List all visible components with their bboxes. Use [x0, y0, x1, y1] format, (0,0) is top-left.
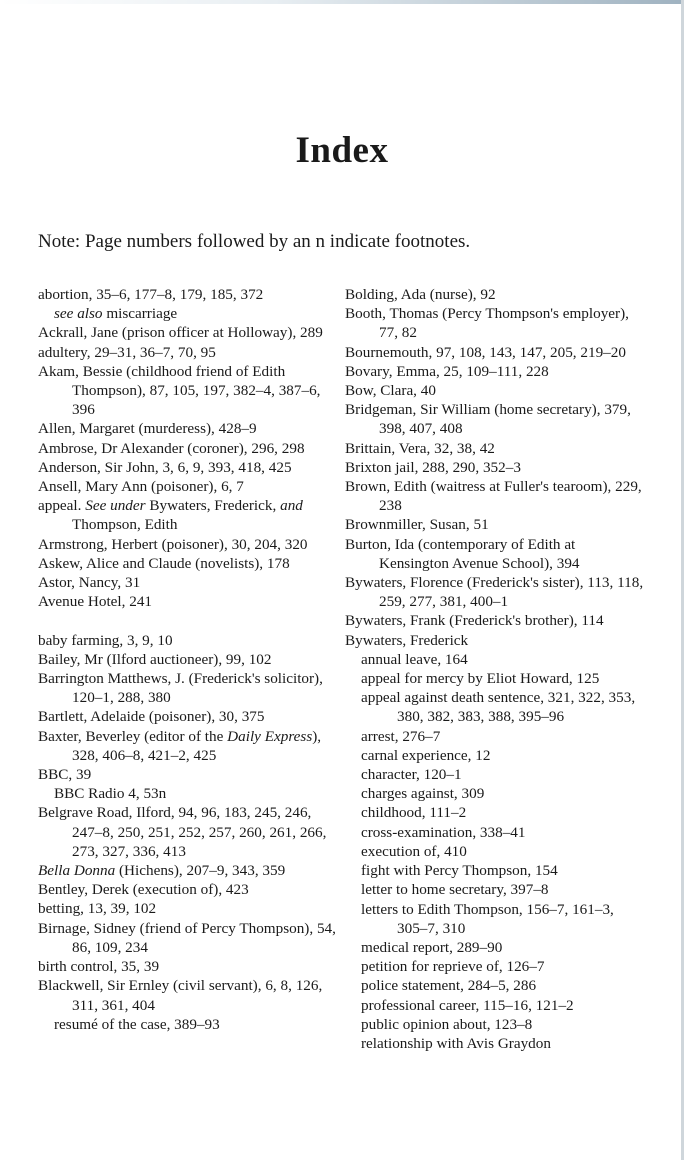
index-entry: Bywaters, Frederick: [345, 631, 469, 649]
index-subentry: arrest, 276–7: [361, 727, 441, 745]
index-entry: birth control, 35, 39: [38, 958, 160, 976]
index-entry: Bolding, Ada (nurse), 92: [345, 286, 496, 303]
cross-ref-label: See under: [85, 497, 146, 515]
index-subentry: annual leave, 164: [361, 650, 468, 668]
index-entry: BBC, 39: [38, 766, 92, 784]
index-subentry: character, 120–1: [361, 766, 462, 784]
index-entry: Bywaters, Florence (Frederick's sister), 113, 118, 259, 277, 381, 400–1: [345, 574, 644, 611]
index-entry: Anderson, Sir John, 3, 6, 9, 393, 418, 425: [38, 458, 292, 476]
index-entry: Bridgeman, Sir William (home secretary), 379, 398, 407, 408: [345, 401, 631, 438]
index-subentry: medical report, 289–90: [361, 938, 503, 956]
index-subentry: resumé of the case, 389–93: [54, 1015, 220, 1033]
index-entry: Bella Donna (Hichens), 207–9, 343, 359: [38, 862, 286, 880]
index-entry: Brown, Edith (waitress at Fuller's tearoom), 229, 238: [345, 478, 642, 515]
index-subentry: professional career, 115–16, 121–2: [361, 996, 574, 1014]
index-subentry: charges against, 309: [361, 785, 485, 803]
index-entry: abortion, 35–6, 177–8, 179, 185, 372: [38, 286, 264, 303]
index-subentry: letter to home secretary, 397–8: [361, 881, 549, 899]
index-subentry: see also miscarriage: [54, 305, 178, 323]
index-entry: Bovary, Emma, 25, 109–111, 228: [345, 362, 549, 380]
index-entry: Bentley, Derek (execution of), 423: [38, 881, 249, 899]
index-entry: Barrington Matthews, J. (Frederick's solicitor), 120–1, 288, 380: [38, 670, 323, 707]
index-column-left: [38, 285, 338, 1034]
page-title: Index: [295, 130, 389, 171]
index-entry: Akam, Bessie (childhood friend of Edith Thompson), 87, 105, 197, 382–4, 387–6, 396: [38, 362, 321, 419]
index-subentry: public opinion about, 123–8: [361, 1015, 533, 1033]
index-subentry: appeal for mercy by Eliot Howard, 125: [361, 670, 600, 688]
index-entry: Belgrave Road, Ilford, 94, 96, 183, 245, 246, 247–8, 250, 251, 252, 257, 260, 261, 266, 273, 327, 336, 413: [38, 804, 327, 860]
index-subentry: letters to Edith Thompson, 156–7, 161–3, 305–7, 310: [361, 900, 614, 937]
index-subentry: appeal against death sentence, 321, 322, 353, 380, 382, 383, 388, 395–96: [361, 689, 636, 726]
index-subentry: relationship with Avis Graydon: [361, 1034, 551, 1052]
index-entry: Avenue Hotel, 241: [38, 593, 153, 611]
index-entry: Burton, Ida (contemporary of Edith at Kensington Avenue School), 394: [345, 535, 580, 572]
index-note: Note: Page numbers followed by an n indicate footnotes.: [38, 231, 471, 252]
index-subentry: carnal experience, 12: [361, 746, 491, 764]
index-entry: Booth, Thomas (Percy Thompson's employer), 77, 82: [345, 305, 629, 342]
index-entry: Allen, Margaret (murderess), 428–9: [38, 420, 257, 438]
index-entry: Ackrall, Jane (prison officer at Holloway), 289: [38, 324, 323, 342]
index-entry: adultery, 29–31, 36–7, 70, 95: [38, 343, 216, 361]
index-entry: Askew, Alice and Claude (novelists), 178: [38, 554, 290, 572]
index-entry: baby farming, 3, 9, 10: [38, 631, 173, 649]
section-gap: [38, 611, 338, 630]
index-entry: Ambrose, Dr Alexander (coroner), 296, 298: [38, 439, 305, 457]
index-entry: Bow, Clara, 40: [345, 382, 436, 400]
index-entry: Astor, Nancy, 31: [38, 574, 141, 592]
index-entry: Brixton jail, 288, 290, 352–3: [345, 458, 521, 476]
index-subentry: police statement, 284–5, 286: [361, 977, 537, 995]
index-entry: Armstrong, Herbert (poisoner), 30, 204, 320: [38, 535, 308, 553]
index-entry: Baxter, Beverley (editor of the Daily Express), 328, 406–8, 421–2, 425: [38, 727, 322, 764]
index-entry: Bailey, Mr (Ilford auctioneer), 99, 102: [38, 650, 272, 668]
index-entry: Blackwell, Sir Ernley (civil servant), 6, 8, 126, 311, 361, 404: [38, 977, 323, 1014]
top-edge-rule: [0, 0, 684, 4]
index-entry: appeal. See under Bywaters, Frederick, and Thompson, Edith: [38, 497, 303, 534]
index-subentry: childhood, 111–2: [361, 804, 467, 822]
index-subentry: BBC Radio 4, 53n: [54, 785, 167, 803]
index-entry: Bournemouth, 97, 108, 143, 147, 205, 219–20: [345, 343, 626, 361]
index-entry: Birnage, Sidney (friend of Percy Thompson), 54, 86, 109, 234: [38, 919, 336, 956]
index-entry: betting, 13, 39, 102: [38, 900, 157, 918]
index-subentry: petition for reprieve of, 126–7: [361, 958, 545, 976]
index-column-right: [345, 285, 645, 1053]
index-entry: Brittain, Vera, 32, 38, 42: [345, 439, 495, 457]
index-entry: Bartlett, Adelaide (poisoner), 30, 375: [38, 708, 265, 726]
cross-ref-label: see also: [54, 305, 103, 323]
index-entry: Brownmiller, Susan, 51: [345, 516, 489, 534]
index-subentry: fight with Percy Thompson, 154: [361, 862, 558, 880]
index-subentry: execution of, 410: [361, 842, 467, 860]
index-entry: Bywaters, Frank (Frederick's brother), 114: [345, 612, 604, 630]
index-entry: Ansell, Mary Ann (poisoner), 6, 7: [38, 478, 244, 496]
index-subentry: cross-examination, 338–41: [361, 823, 526, 841]
